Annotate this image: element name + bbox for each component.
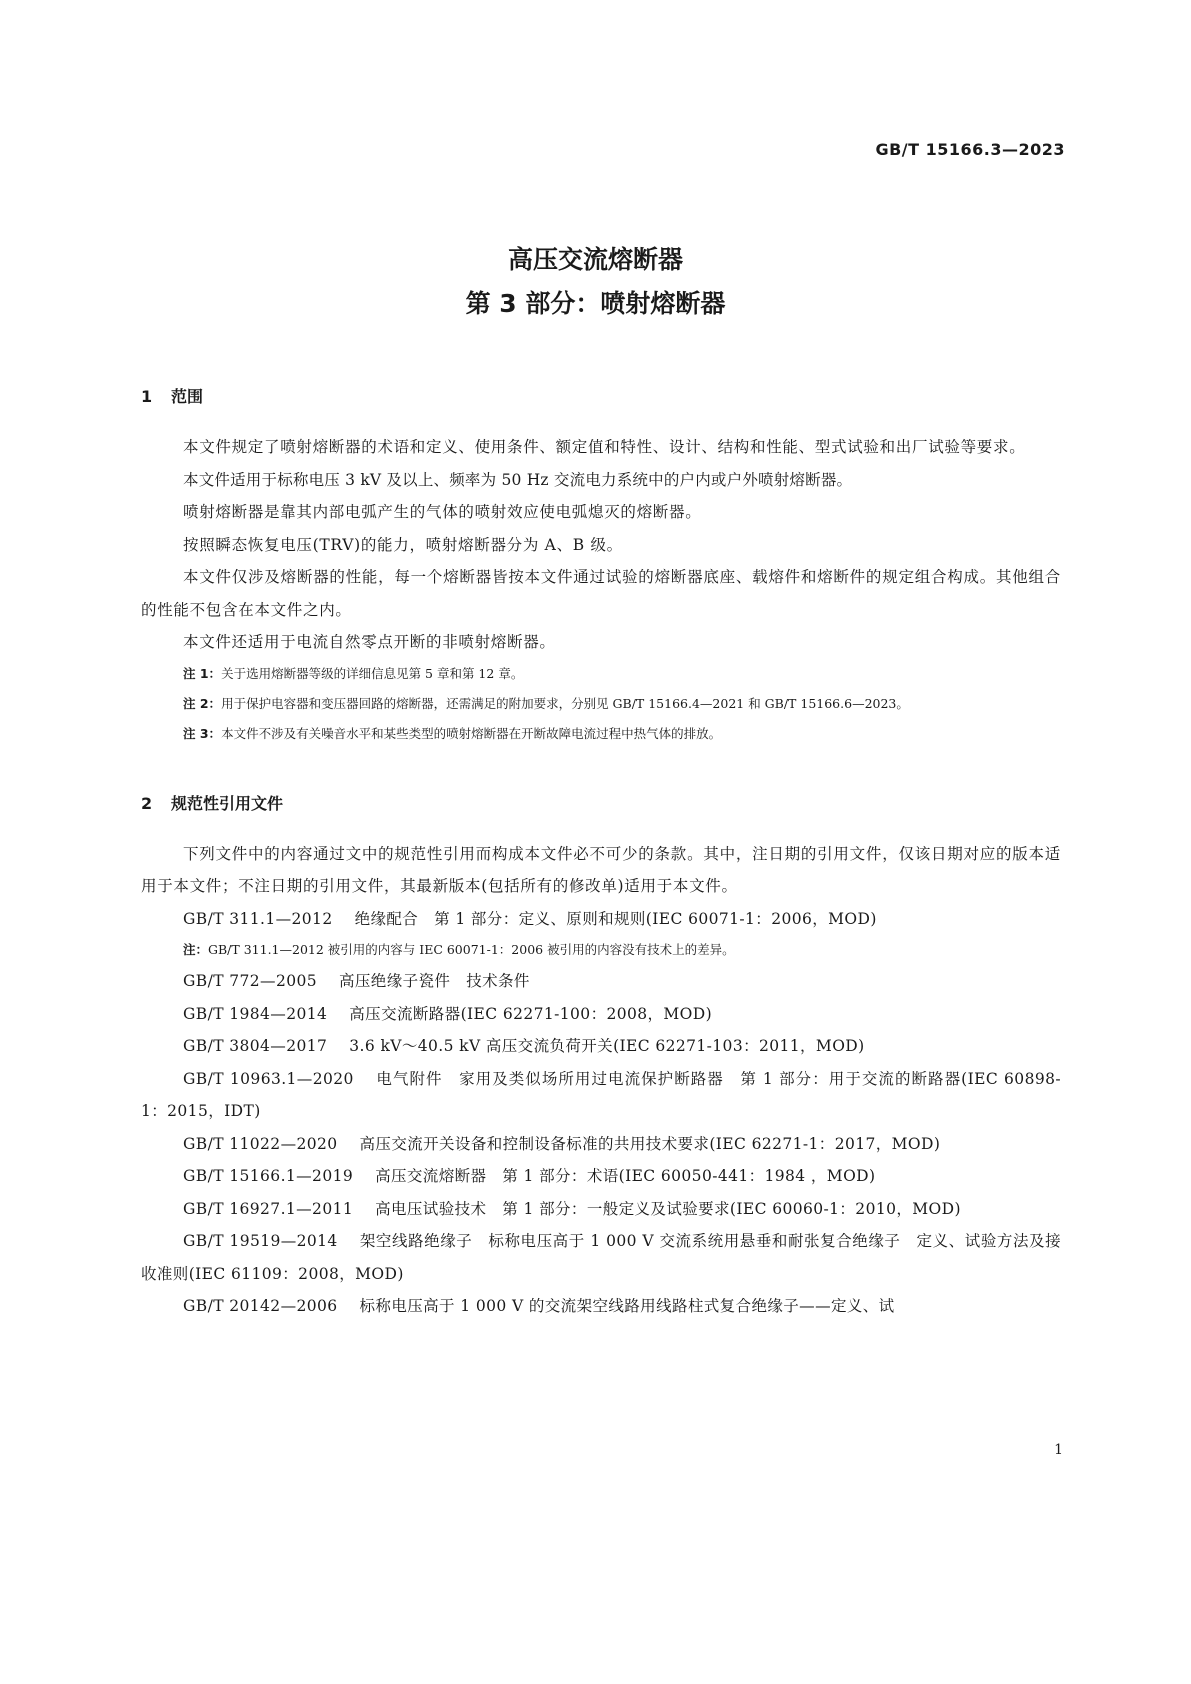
scope-note bbox=[141, 659, 1061, 689]
reference-item bbox=[141, 1030, 1061, 1063]
reference-title: 高压绝缘子瓷件 技术条件 bbox=[339, 972, 530, 990]
reference-code: GB/T 19519—2014 bbox=[183, 1232, 338, 1250]
note-text: GB/T 311.1—2012 被引用的内容与 IEC 60071-1：2006 被引用的内容没有技术上的差异。 bbox=[208, 942, 735, 957]
reference-code: GB/T 10963.1—2020 bbox=[183, 1069, 354, 1088]
scope-paragraph: 本文件规定了喷射熔断器的术语和定义、使用条件、额定值和特性、设计、结构和性能、型式试验和出厂试验等要求。 bbox=[183, 438, 1026, 456]
note-text: 本文件不涉及有关噪音水平和某些类型的喷射熔断器在开断故障电流过程中热气体的排放。 bbox=[221, 725, 722, 741]
reference-item bbox=[141, 1160, 1061, 1193]
reference-item bbox=[141, 998, 1061, 1031]
reference-code: GB/T 16927.1—2011 bbox=[183, 1199, 354, 1218]
page-number: 1 bbox=[1054, 1442, 1063, 1458]
scope-paragraph: 喷射熔断器是靠其内部电弧产生的气体的喷射效应使电弧熄灭的熔断器。 bbox=[183, 503, 702, 521]
section-1-heading bbox=[141, 386, 1061, 408]
reference-code: GB/T 20142—2006 bbox=[183, 1297, 338, 1315]
note-label: 注 3： bbox=[183, 725, 222, 741]
note-label: 注 1： bbox=[183, 665, 222, 681]
reference-title: 标称电压高于 1 000 V 的交流架空线路用线路柱式复合绝缘子——定义、试 bbox=[359, 1297, 895, 1315]
note-text: 关于选用熔断器等级的详细信息见第 5 章和第 12 章。 bbox=[221, 665, 524, 681]
document-code: GB/T 15166.3—2023 bbox=[875, 140, 1065, 159]
note-label: 注： bbox=[183, 942, 209, 957]
reference-title: 绝缘配合 第 1 部分：定义、原则和规则(IEC 60071-1：2006，MOD) bbox=[354, 909, 877, 928]
document-title bbox=[0, 238, 1191, 326]
reference-item bbox=[141, 1193, 1061, 1226]
scope-paragraph: 本文件适用于标称电压 3 kV 及以上、频率为 50 Hz 交流电力系统中的户内或户外喷射熔断器。 bbox=[183, 470, 853, 489]
note-label: 注 2： bbox=[183, 695, 222, 711]
reference-title: 高压交流开关设备和控制设备标准的共用技术要求(IEC 62271-1：2017，MOD) bbox=[359, 1134, 941, 1153]
reference-title: 高电压试验技术 第 1 部分：一般定义及试验要求(IEC 60060-1：2010，MOD) bbox=[375, 1199, 961, 1218]
title-line-2: 第 3 部分：喷射熔断器 bbox=[465, 289, 726, 318]
section-2-heading bbox=[141, 793, 1061, 815]
reference-code: GB/T 772—2005 bbox=[183, 972, 317, 990]
references-intro: 下列文件中的内容通过文中的规范性引用而构成本文件必不可少的条款。其中，注日期的引用文件，仅该日期对应的版本适用于本文件；不注日期的引用文件，其最新版本(包括所有的修改单)适用于本文件。 bbox=[141, 844, 1061, 895]
reference-title: 高压交流熔断器 第 1 部分：术语(IEC 60050-441：1984 ，MOD) bbox=[375, 1167, 876, 1185]
reference-title: 3.6 kV～40.5 kV 高压交流负荷开关(IEC 62271-103：2011，MOD) bbox=[349, 1037, 865, 1055]
reference-note bbox=[141, 935, 1061, 965]
title-line-1: 高压交流熔断器 bbox=[507, 245, 683, 274]
reference-title: 电气附件 家用及类似场所用过电流保护断路器 第 1 部分：用于交流的断路器(IEC 60898-1：2015，IDT) bbox=[141, 1069, 1061, 1120]
reference-code: GB/T 1984—2014 bbox=[183, 1004, 328, 1023]
section-number: 2 bbox=[141, 793, 153, 813]
scope-paragraph: 按照瞬态恢复电压(TRV)的能力，喷射熔断器分为 A、B 级。 bbox=[183, 535, 623, 554]
document-body bbox=[141, 386, 1061, 1323]
section-title: 范围 bbox=[171, 387, 204, 406]
reference-title: 高压交流断路器(IEC 62271-100：2008，MOD) bbox=[349, 1004, 713, 1023]
section-title: 规范性引用文件 bbox=[171, 793, 284, 813]
reference-code: GB/T 15166.1—2019 bbox=[183, 1167, 354, 1185]
reference-code: GB/T 11022—2020 bbox=[183, 1134, 338, 1153]
reference-title: 架空线路绝缘子 标称电压高于 1 000 V 交流系统用悬垂和耐张复合绝缘子 定义、试验方法及接收准则(IEC 61109：2008，MOD) bbox=[141, 1232, 1061, 1283]
reference-item bbox=[141, 1290, 1061, 1323]
reference-item bbox=[141, 1225, 1061, 1290]
scope-note bbox=[141, 689, 1061, 719]
note-text: 用于保护电容器和变压器回路的熔断器，还需满足的附加要求，分别见 GB/T 15166.4—2021 和 GB/T 15166.6—2023。 bbox=[221, 695, 909, 711]
reference-item bbox=[141, 965, 1061, 998]
reference-item bbox=[141, 1063, 1061, 1128]
reference-item bbox=[141, 903, 1061, 936]
scope-paragraph: 本文件还适用于电流自然零点开断的非喷射熔断器。 bbox=[183, 633, 556, 651]
reference-code: GB/T 3804—2017 bbox=[183, 1037, 328, 1055]
scope-paragraph: 本文件仅涉及熔断器的性能，每一个熔断器皆按本文件通过试验的熔断器底座、载熔件和熔断件的规定组合构成。其他组合的性能不包含在本文件之内。 bbox=[141, 568, 1061, 619]
scope-note bbox=[141, 719, 1061, 749]
reference-code: GB/T 311.1—2012 bbox=[183, 909, 333, 928]
reference-item bbox=[141, 1128, 1061, 1161]
section-number: 1 bbox=[141, 387, 153, 406]
